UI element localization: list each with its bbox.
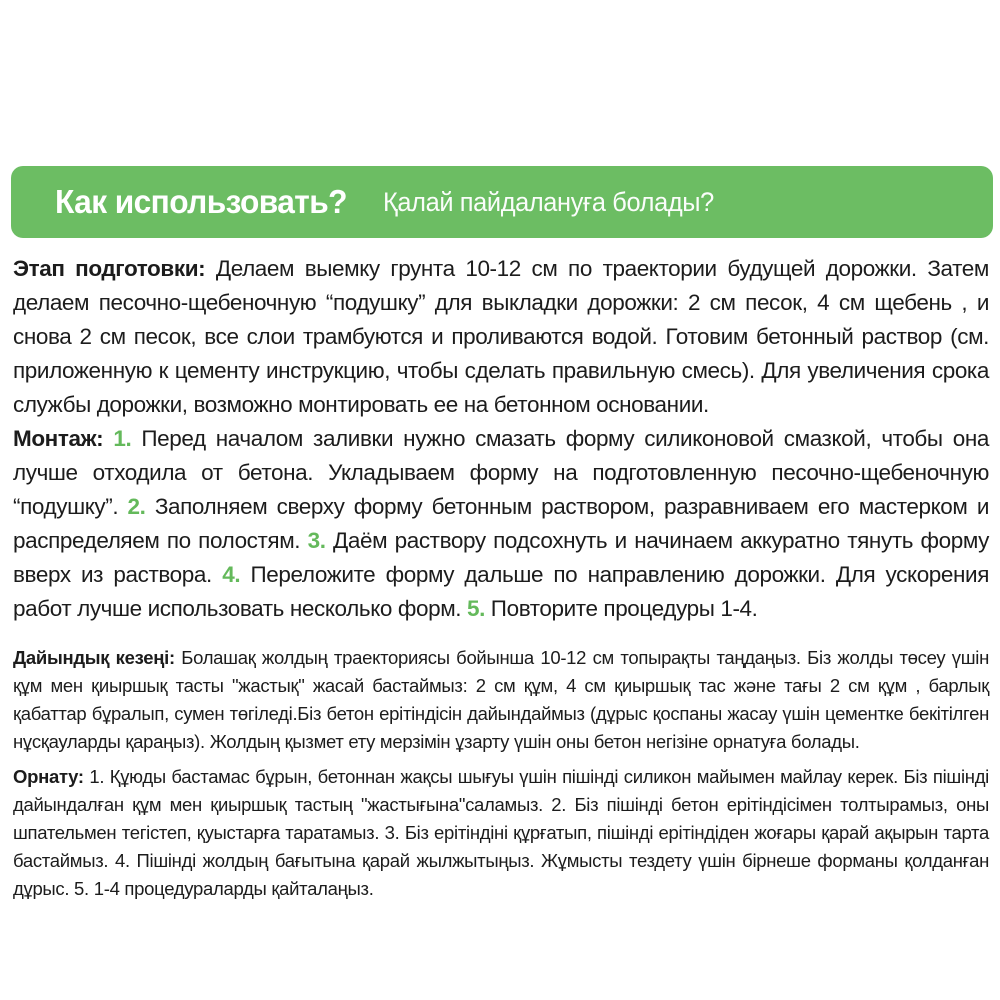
banner-title-ru: Как использовать?	[55, 183, 347, 220]
step-number: 3.	[307, 528, 326, 553]
paragraph-lead: Монтаж:	[13, 426, 104, 451]
paragraph-lead: Орнату:	[13, 766, 84, 787]
instructions-content	[13, 252, 989, 903]
paragraph-lead: Дайындық кезеңі:	[13, 647, 175, 668]
paragraph-kk-preparation: Дайындық кезеңі: Болашақ жолдың траекториясы бойынша 10-12 см топырақты таңдаңыз. Біз жолды төсеу үшін құм мен қиыршық тасты "жастық" жасай бастаймыз: 2 см құм, 4 см қиыршық тас және тағы 2 см құм , барлық қабаттар бұралып, сумен төгіледі.Біз бетон ерітіндісін дайындаймыз (дұрыс қоспаны жасау үшін цементке бекітілген нұсқауларды қараңыз). Жолдың қызмет ету мерзімін ұзарту үшін оны бетон негізіне орнатуға болады.	[13, 647, 990, 752]
kazakh-section	[13, 644, 989, 903]
paragraph-ru-installation: Монтаж: 1. Перед началом заливки нужно смазать форму силиконовой смазкой, чтобы она лучше отходила от бетона. Укладываем форму на подготовленную песочно-щебеночную “подушку”. 2. Заполняем сверху форму бетонным раствором, разравниваем его мастерком и распределяем по полостям. 3. Даём раствору подсохнуть и начинаем аккуратно тянуть форму вверх из раствора. 4. Переложите форму дальше по направлению дорожки. Для ускорения работ лучше использовать несколько форм. 5. Повторите процедуры 1-4.	[13, 426, 990, 621]
how-to-use-banner	[11, 166, 993, 238]
paragraph-kk-installation: Орнату: 1. Құюды бастамас бұрын, бетоннан жақсы шығуы үшін пішінді силикон майымен майлау керек. Біз пішінді дайындалған құм мен қиыршық тастың "жастығына"саламыз. 2. Біз пішінді бетон ерітіндісімен толтырамыз, оны шпательмен тегістеп, қуыстарға таратамыз. 3. Біз ерітіндіні құрғатып, пішінді ерітіндіден жоғары қарай ақырын тарта бастаймыз. 4. Пішінді жолдың бағытына қарай жылжытыңыз. Жұмысты тездету үшін бірнеше форманы қолданған дұрыс. 5. 1-4 процедураларды қайталаңыз.	[13, 766, 989, 899]
paragraph-lead: Этап подготовки:	[13, 256, 206, 281]
step-number: 2.	[127, 494, 146, 519]
step-number: 5.	[466, 596, 485, 621]
step-number: 4.	[222, 562, 241, 587]
paragraph-ru-preparation: Этап подготовки: Делаем выемку грунта 10-12 см по траектории будущей дорожки. Затем делаем песочно-щебеночную “подушку” для выкладки дорожки: 2 см песок, 4 см щебень , и снова 2 см песок, все слои трамбуются и проливаются водой. Готовим бетонный раствор (см. приложенную к цементу инструкцию, чтобы сделать правильную смесь). Для увеличения срока службы дорожки, возможно монтировать ее на бетонном основании.	[13, 256, 989, 417]
step-number: 1.	[113, 426, 132, 451]
banner-title-kk: Қалай пайдалануға болады?	[383, 186, 714, 217]
